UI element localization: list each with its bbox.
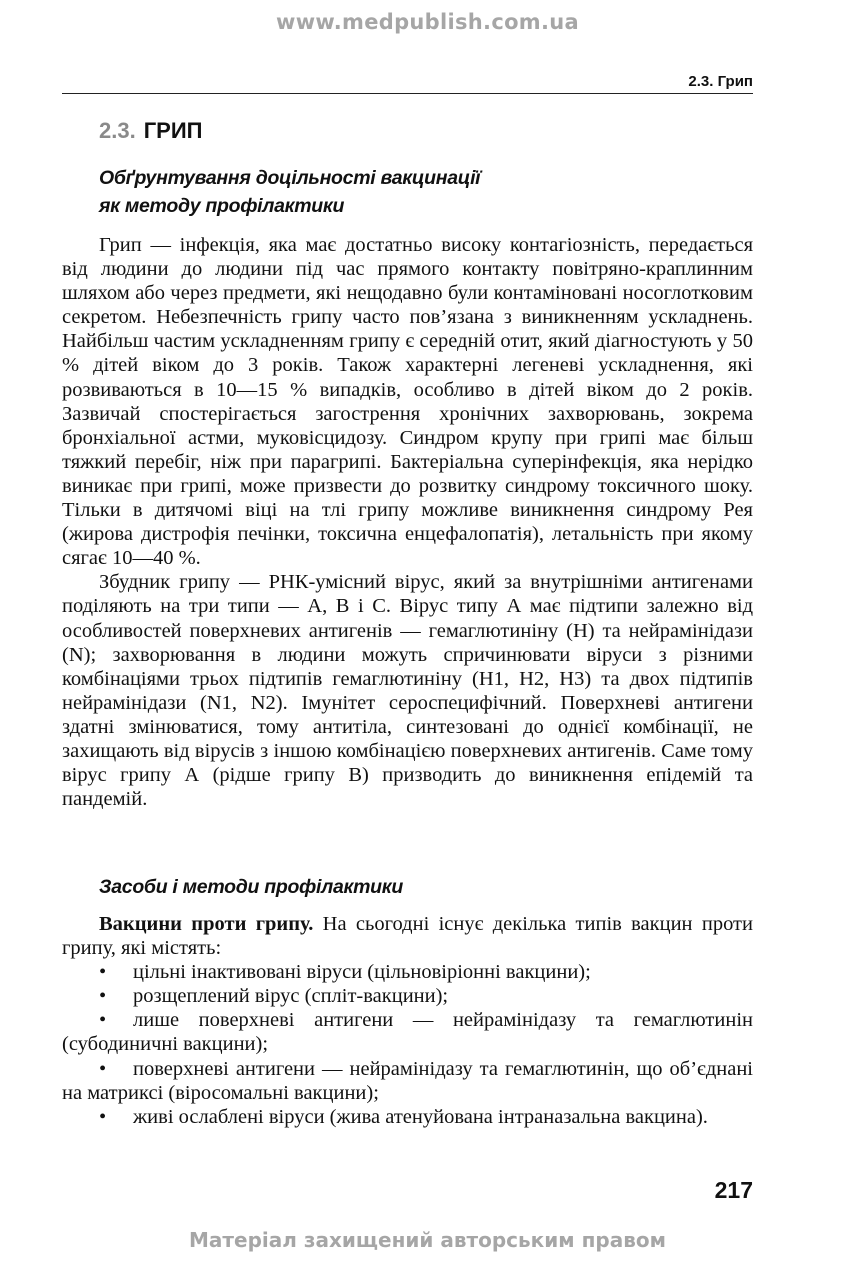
bullet-icon: • <box>99 1057 107 1080</box>
list-item-text: живі ослаблені віруси (жива атенуйована інтраназальна вакцина). <box>133 1105 708 1128</box>
paragraph: Збудник грипу — РНК-умісний вірус, який за внутрішніми антигенами поділяють на три типи — А, В і С. Вірус типу А має підтипи залежно від особливостей поверхневих антигенів — гемаглютиніну (Н) та нейрамінідази (N); захворювання в людини можуть спричинювати віруси з різними комбінаціями трьох підтипів гемаглютиніну (Н1, Н2, Н3) та двох підтипів нейрамінідази (N1, N2). Імунітет сероспецифічний. Поверхневі антигени здатні змінюватися, тому антитіла, синтезовані до однієї комбінації, не захищають від вірусів з іншою комбінацією поверхневих антигенів. Саме тому вірус грипу А (рідше грипу В) призводить до виникнення епідемій та пандемій. <box>62 571 753 811</box>
bullet-icon: • <box>99 961 107 984</box>
list-item-text: лише поверхневі антигени — нейрамінідазу та гемаглютинін (субодиничні вакцини); <box>62 1009 753 1056</box>
page-number: 217 <box>714 1177 753 1203</box>
list-item <box>62 1057 753 1105</box>
subheading-methods: Засоби і методи профілактики <box>99 876 403 898</box>
subheading-line: Обґрунтування доцільності вакцинації <box>99 167 481 189</box>
list-item-text: розщеплений вірус (спліт-вакцини); <box>133 985 449 1008</box>
list-item <box>62 1008 753 1056</box>
bullet-icon: • <box>99 1009 107 1032</box>
section-title-text: ГРИП <box>143 118 203 143</box>
copyright-watermark: Матеріал захищений авторським правом <box>189 1228 666 1252</box>
paragraph: Грип — інфекція, яка має достатньо високу контагіозність, передається від людини до людини під час прямого контакту повітряно-краплинним шляхом або через предмети, які нещодавно були контаміновані носоглотковим секретом. Небезпечність грипу часто пов’язана з виникненням ускладнень. Найбільш частим ускладненням грипу є середній отит, який діагностують у 50 % дітей віком до 3 років. Також характерні легеневі ускладнення, які розвиваються в 10—15 % випадків, особливо в дітей віком до 2 років. Зазвичай спостерігається загострення хронічних захворювань, зокрема бронхіальної астми, муковісцидозу. Синдром крупу при грипі має більш тяжкий перебіг, ніж при парагрипі. Бактеріальна суперінфекція, яка нерідко виникає при грипі, може призвести до розвитку синдрому токсичного шоку. Тільки в дитячомі віці на тлі грипу можливе виникнення синдрому Рея (жирова дистрофія печінки, токсична енцефалопатія), летальність при якому сягає 10—40 %. <box>62 234 753 570</box>
vaccines-intro-text: На сьогодні існує декілька типів вакцин проти грипу, які містять: <box>62 913 753 960</box>
watermark-url: www.medpublish.com.ua <box>276 10 579 34</box>
body-section-2 <box>62 912 753 1129</box>
list-item <box>62 984 753 1008</box>
bullet-icon: • <box>99 1105 107 1128</box>
subheading-line: як методу профілактики <box>99 195 345 217</box>
list-item-text: цільні інактивовані віруси (цільновіріонні вакцини); <box>133 961 591 984</box>
section-number: 2.3. <box>99 118 136 143</box>
section-title <box>99 118 202 144</box>
list-item-text: поверхневі антигени — нейрамінідазу та гемаглютинін, що об’єднані на матриксі (віросомальні вакцини); <box>62 1057 753 1104</box>
list-item <box>62 1105 753 1129</box>
body-section-1 <box>62 233 753 811</box>
subheading-rationale <box>99 164 759 220</box>
running-head: 2.3. Грип <box>62 73 753 94</box>
vaccines-intro <box>62 912 753 960</box>
vaccines-lead: Вакцини проти грипу. <box>99 913 314 935</box>
list-item <box>62 960 753 984</box>
bullet-icon: • <box>99 985 107 1008</box>
